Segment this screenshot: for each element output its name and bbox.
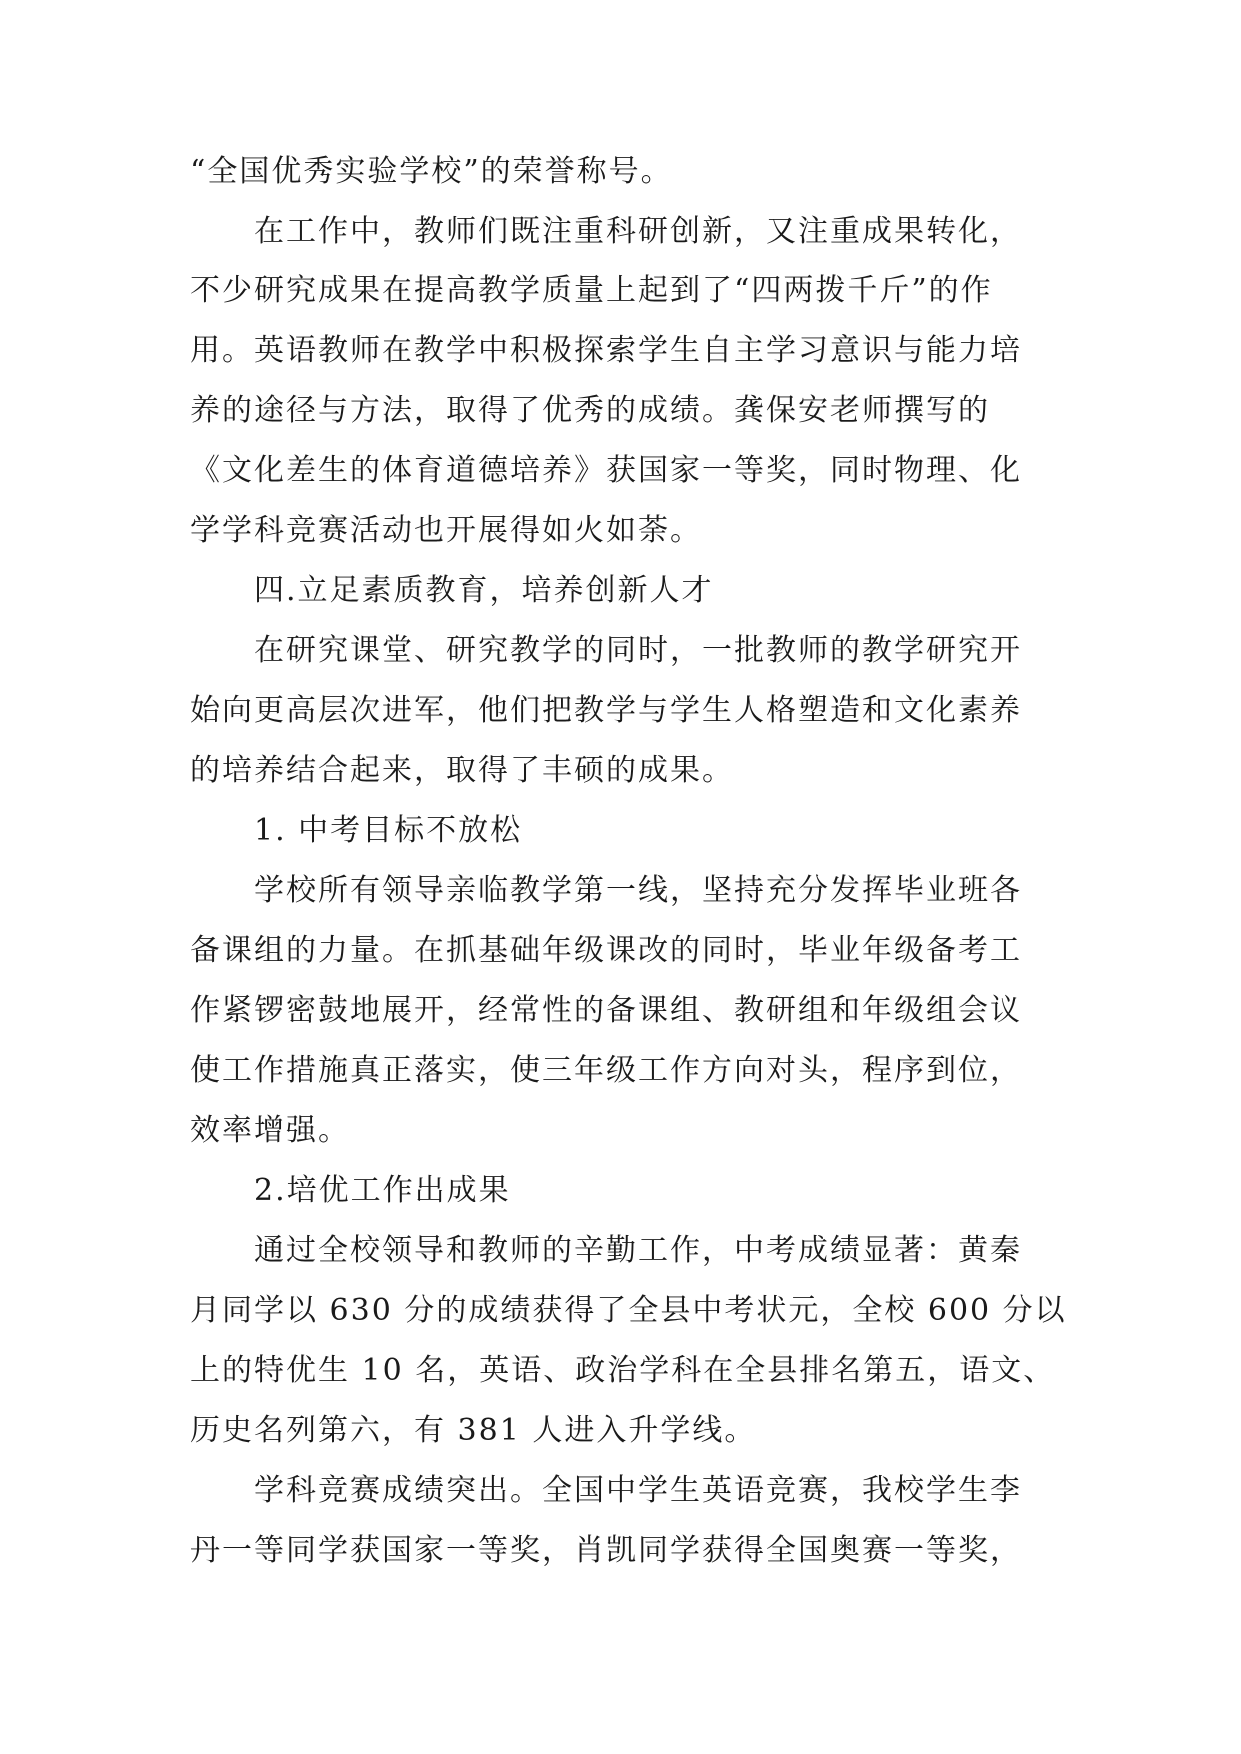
text-line: 学校所有领导亲临教学第一线，坚持充分发挥毕业班各 <box>254 873 1022 908</box>
text-line: 在工作中，教师们既注重科研创新，又注重成果转化， <box>254 214 1022 249</box>
text-line: 的培养结合起来，取得了丰硕的成果。 <box>190 753 734 788</box>
text-line: 效率增强。 <box>190 1113 350 1148</box>
subsection-heading: 2.培优工作出成果 <box>254 1173 511 1208</box>
section-heading: 四.立足素质教育，培养创新人才 <box>254 573 714 608</box>
subsection-heading: 1. 中考目标不放松 <box>254 813 523 848</box>
text-line: 备课组的力量。在抓基础年级课改的同时，毕业年级备考工 <box>190 933 1022 968</box>
text-line: 历史名列第六，有 381 人进入升学线。 <box>190 1413 757 1448</box>
text-line: 《文化差生的体育道德培养》获国家一等奖，同时物理、化 <box>190 453 1022 488</box>
text-line: 通过全校领导和教师的辛勤工作，中考成绩显著：黄秦 <box>254 1233 1022 1268</box>
text-line: 在研究课堂、研究教学的同时，一批教师的教学研究开 <box>254 633 1022 668</box>
text-line: 用。英语教师在教学中积极探索学生自主学习意识与能力培 <box>190 333 1022 368</box>
text-line: 丹一等同学获国家一等奖，肖凯同学获得全国奥赛一等奖， <box>190 1533 1022 1568</box>
text-line: 上的特优生 10 名，英语、政治学科在全县排名第五，语文、 <box>190 1353 1056 1388</box>
text-line: 学科竞赛成绩突出。全国中学生英语竞赛，我校学生李 <box>254 1473 1022 1508</box>
text-line: 养的途径与方法，取得了优秀的成绩。龚保安老师撰写的 <box>190 393 990 428</box>
text-line: 作紧锣密鼓地展开，经常性的备课组、教研组和年级组会议 <box>190 993 1022 1028</box>
text-line: “全国优秀实验学校”的荣誉称号。 <box>190 154 673 189</box>
text-line: 不少研究成果在提高教学质量上起到了“四两拨千斤”的作 <box>190 273 993 308</box>
text-line: 始向更高层次进军，他们把教学与学生人格塑造和文化素养 <box>190 693 1022 728</box>
text-line: 学学科竞赛活动也开展得如火如荼。 <box>190 513 702 548</box>
text-line: 月同学以 630 分的成绩获得了全县中考状元，全校 600 分以 <box>190 1293 1067 1328</box>
text-line: 使工作措施真正落实，使三年级工作方向对头，程序到位， <box>190 1053 1022 1088</box>
